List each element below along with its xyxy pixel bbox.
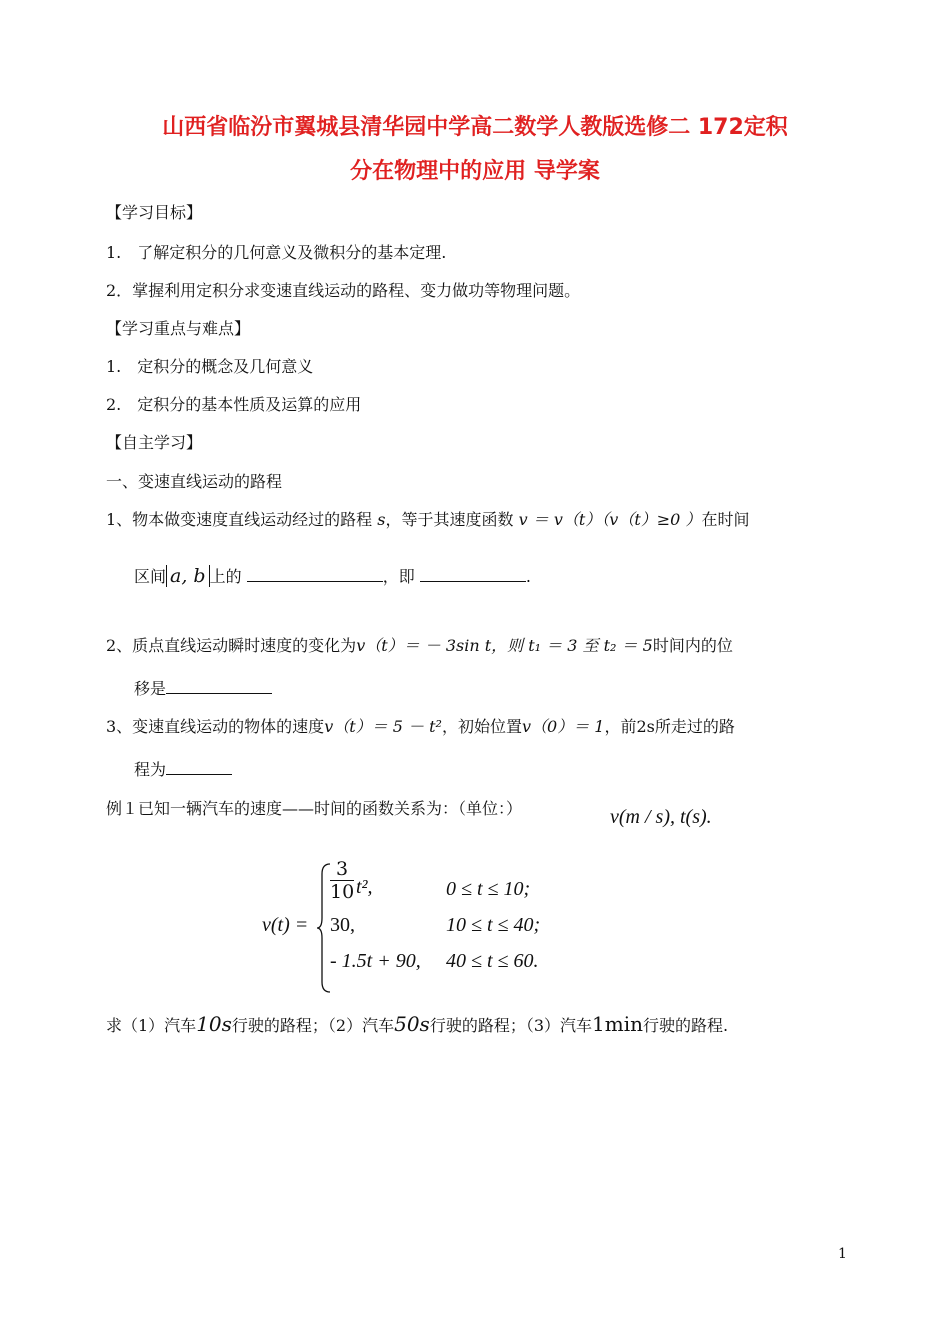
q3-velocity: v（t）＝ 5 － t² — [324, 717, 442, 736]
piece-row1-term: t², — [356, 876, 373, 898]
self-study-heading: 【自主学习】 — [106, 433, 203, 452]
question-1: 1、物本做变速度直线运动经过的路程 s，等于其速度函数 v ＝ v（t）（v（t）≥0 ）在时间 — [106, 510, 750, 529]
answer-blank-1[interactable] — [247, 565, 383, 582]
var-s: s — [377, 510, 386, 529]
ask-1min: 1min — [592, 1012, 643, 1036]
question-2: 2、质点直线运动瞬时速度的变化为v（t）＝ － 3sin t，则 t₁ ＝ 3 至 t₂ ＝ 5时间内的位 — [106, 636, 733, 655]
question-3-continued: 程为 — [134, 757, 232, 780]
title-line-1: 山西省临汾市翼城县清华园中学高二数学人教版选修二 172定积 — [162, 115, 788, 140]
keypoint-item-2: 2. 定积分的基本性质及运算的应用 — [106, 395, 362, 414]
fraction-3-10: $\frac{3}{10}$ — [330, 858, 355, 903]
example-1-units: v(m / s), t(s). — [610, 806, 712, 828]
title-line-2: 分在物理中的应用 导学案 — [350, 159, 600, 184]
answer-blank-2[interactable] — [420, 565, 526, 582]
example-1: 例１已知一辆汽车的速度——时间的函数关系为：（单位：） — [106, 799, 523, 818]
example-1-questions: 求（1）汽车10s行驶的路程；（2）汽车50s行驶的路程；（3）汽车1min行驶的路程. — [106, 1012, 729, 1036]
question-1-continued: 区间 a, b 上的 ，即 . — [134, 565, 531, 587]
section-1-heading: 一、变速直线运动的路程 — [106, 472, 283, 491]
ask-50s: 50s — [394, 1012, 430, 1036]
q3-initial: v（0）＝ 1 — [521, 717, 605, 736]
question-3: 3、变速直线运动的物体的速度v（t）＝ 5 － t²，初始位置v（0）＝ 1，前2s所走过的路 — [106, 717, 735, 736]
piece-row2-term: 30, — [330, 914, 355, 936]
answer-blank-3[interactable] — [166, 677, 272, 694]
objectives-heading: 【学习目标】 — [106, 203, 203, 222]
piece-row3-condition: 40 ≤ t ≤ 60. — [446, 950, 539, 972]
piecewise-lhs: v(t) = — [262, 914, 309, 936]
keypoint-item-1: 1. 定积分的概念及几何意义 — [106, 357, 314, 376]
piece-row2-condition: 10 ≤ t ≤ 40; — [446, 914, 541, 936]
objective-item-2: 2．掌握利用定积分求变速直线运动的路程、变力做功等物理问题。 — [106, 281, 581, 300]
ask-10s: 10s — [196, 1012, 232, 1036]
q2-expression: v（t）＝ － 3sin t，则 t₁ ＝ 3 至 t₂ ＝ 5 — [356, 636, 653, 655]
document-title — [100, 106, 850, 194]
velocity-function: v ＝ v（t）（v（t）≥0 ） — [518, 510, 702, 529]
answer-blank-4[interactable] — [166, 758, 232, 775]
objective-item-1: 1. 了解定积分的几何意义及微积分的基本定理. — [106, 243, 447, 262]
piece-row1-condition: 0 ≤ t ≤ 10; — [446, 878, 531, 900]
interval-ab: a, b — [166, 565, 210, 587]
question-2-continued: 移是 — [134, 676, 272, 699]
page-number: 1 — [838, 1246, 847, 1262]
keypoints-heading: 【学习重点与难点】 — [106, 319, 251, 338]
piece-row3-term: - 1.5t + 90, — [330, 950, 421, 972]
